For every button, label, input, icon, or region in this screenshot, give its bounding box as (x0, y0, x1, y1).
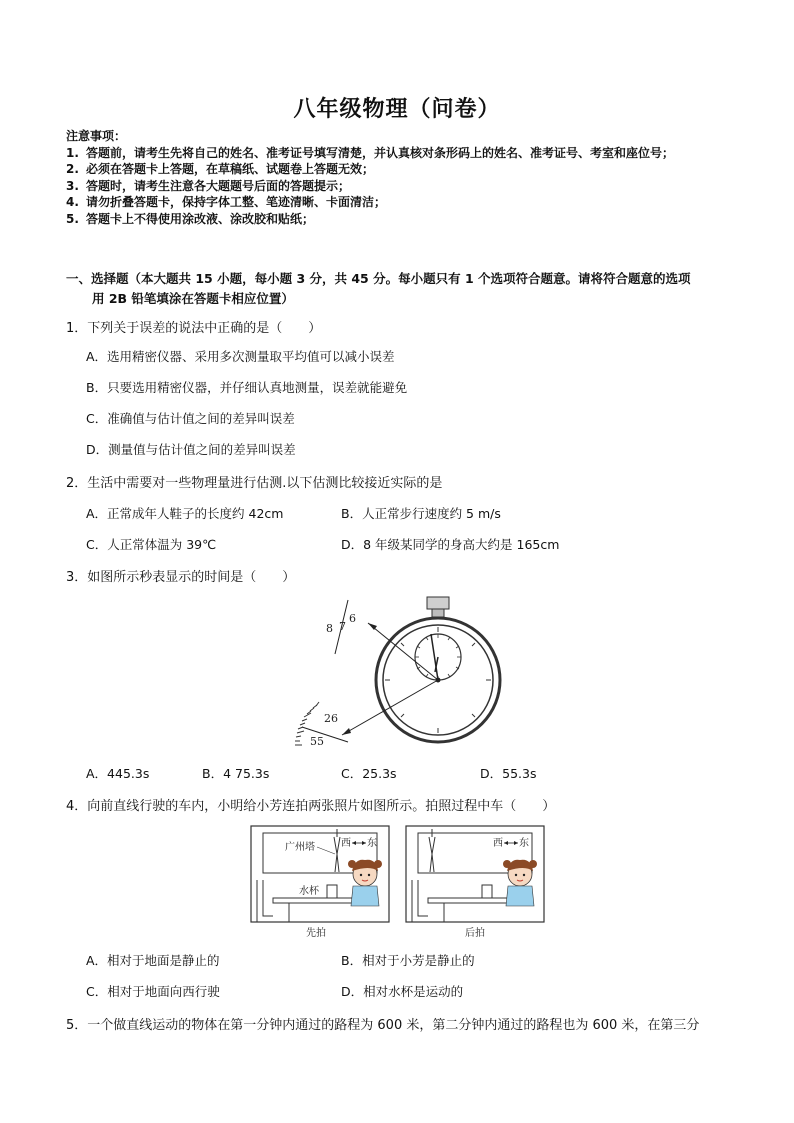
west-label-left: 西 (341, 838, 351, 849)
page-title: 八年级物理（问卷） (293, 97, 501, 122)
caption-second: 后拍 (465, 928, 485, 938)
question-3-option-a: A．445.3s (86, 766, 150, 781)
notice-text: 答题前，请考生先将自己的姓名、准考证号填写清楚，并认真核对条形码上的姓名、准考证号、考室和座位号； (86, 145, 675, 160)
caption-first: 先拍 (306, 928, 326, 938)
lower-arrow-head (342, 728, 351, 735)
question-5-stem: 5．一个做直线运动的物体在第一分钟内通过的路程为 600 米，第二分钟内通过的路程也为 600 米，在第三分 (66, 1018, 700, 1033)
section-heading-line2: 用 2B 铅笔填涂在答题卡相应位置） (92, 291, 294, 306)
notice-item (66, 145, 736, 162)
notice-heading: 注意事项： (66, 129, 127, 143)
section-heading-line1: 一、选择题（本大题共 15 小题，每小题 3 分，共 45 分。每小题只有 1 个选项符合题意。请将符合题意的选项 (66, 271, 691, 286)
question-1-option-d: D．测量值与估计值之间的差异叫误差 (86, 442, 296, 457)
question-3-stem: 3．如图所示秒表显示的时间是（ ） (66, 570, 296, 585)
tower-label: 广州塔 (285, 842, 315, 853)
question-1-stem: 1．下列关于误差的说法中正确的是（ ） (66, 321, 322, 336)
girl-body-right (506, 886, 534, 906)
notice-number: 2. (66, 162, 79, 176)
question-1-option-c: C．准确值与估计值之间的差异叫误差 (86, 411, 295, 426)
notice-text: 请勿折叠答题卡，保持字体工整、笔迹清晰、卡面清洁； (86, 195, 387, 209)
notice-item (66, 194, 736, 211)
west-label-right: 西 (493, 838, 503, 849)
lower-scale-line (302, 727, 348, 742)
notice-number: 4. (66, 195, 79, 209)
upper-scale-label-6: 6 (349, 612, 356, 625)
question-1-option-a: A．选用精密仪器、采用多次测量取平均值可以减小误差 (86, 349, 395, 364)
upper-scale-label-8: 8 (326, 622, 333, 635)
east-label-right: 东 (519, 838, 529, 849)
question-3-option-d: D．55.3s (480, 766, 537, 781)
notice-number: 1. (66, 145, 79, 160)
question-2-option-b: B．人正常步行速度约 5 m/s (341, 506, 501, 521)
notice-text: 必须在答题卡上答题，在草稿纸、试题卷上答题无效； (86, 162, 375, 176)
question-4-stem: 4．向前直线行驶的车内，小明给小芳连拍两张照片如图所示。拍照过程中车（ ） (66, 799, 556, 814)
notice-block (66, 128, 736, 227)
car-photos-figure (249, 824, 549, 938)
notice-item (66, 211, 736, 228)
cup-label: 水杯 (299, 886, 319, 897)
question-1-option-b: B．只要选用精密仪器，并仔细认真地测量，误差就能避免 (86, 380, 408, 395)
photo-first (251, 826, 389, 938)
question-3-option-c: C．25.3s (341, 766, 397, 781)
east-label-left: 东 (367, 838, 377, 849)
lower-scale-label-26: 26 (324, 712, 338, 725)
question-4-option-b: B．相对于小芳是静止的 (341, 953, 475, 968)
lower-scale-label-55: 55 (310, 735, 324, 748)
question-2-stem: 2．生活中需要对一些物理量进行估测.以下估测比较接近实际的是 (66, 476, 443, 491)
question-4-option-d: D．相对水杯是运动的 (341, 984, 464, 999)
question-2-option-d: D．8 年级某同学的身高大约是 165cm (341, 537, 560, 552)
notice-item (66, 161, 736, 178)
girl-body-left (351, 886, 379, 906)
notice-text: 答题时，请考生注意各大题题号后面的答题提示； (86, 178, 351, 193)
question-2-option-c: C．人正常体温为 39℃ (86, 537, 217, 552)
photo-second (406, 826, 544, 938)
stopwatch-figure (290, 592, 510, 754)
question-2-option-a: A．正常成年人鞋子的长度约 42cm (86, 506, 284, 521)
stopwatch-stem (432, 609, 444, 617)
cup-left (327, 885, 337, 898)
notice-number: 3. (66, 178, 79, 193)
notice-text: 答题卡上不得使用涂改液、涂改胶和贴纸； (86, 211, 315, 226)
question-3-option-b: B．4 75.3s (202, 766, 270, 781)
question-4-option-c: C．相对于地面向西行驶 (86, 984, 220, 999)
cup-right (482, 885, 492, 898)
question-4-option-a: A．相对于地面是静止的 (86, 953, 220, 968)
stopwatch-crown (427, 597, 449, 609)
notice-number: 5. (66, 211, 79, 226)
upper-scale-label-7: 7 (339, 620, 346, 633)
notice-item (66, 178, 736, 195)
